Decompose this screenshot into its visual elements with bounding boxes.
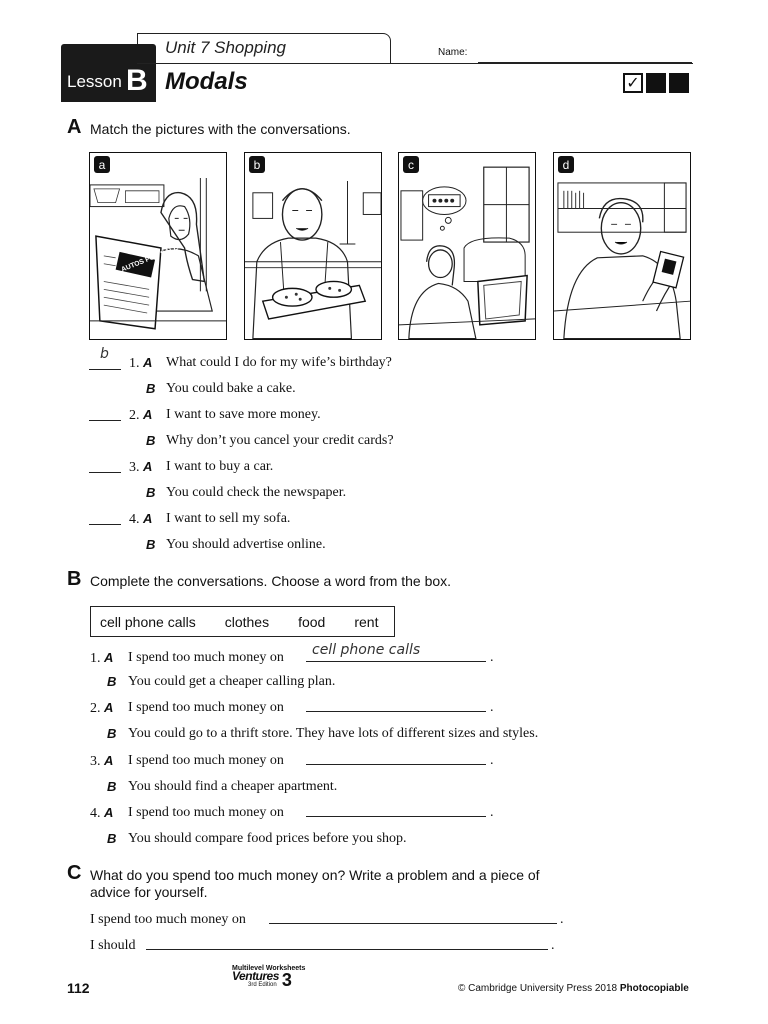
speaker-a-label: A [143,407,153,422]
b-item-question [90,700,113,717]
b-item-question [90,650,113,667]
section-a-instruction: Match the pictures with the conversations. [90,121,351,137]
picture-label: a [94,156,110,173]
level-indicator [623,73,689,93]
speaker-b-label: B [107,779,117,794]
level-box-filled [669,73,689,93]
a-item-answer-text: You could check the newspaper. [166,485,347,500]
picture-label: c [403,156,419,173]
name-label: Name: [438,47,468,58]
handwritten-answer: b [100,346,109,362]
a-item-answer-text: You could bake a cake. [166,381,296,396]
item-number: 4. [90,806,101,821]
photocopiable-label: Photocopiable [619,983,689,994]
b-item-question [90,753,113,770]
c-line-problem: I spend too much money on [90,912,246,927]
level-box-filled [646,73,666,93]
b-item-question-text: I spend too much money on [128,650,284,665]
lesson-title: Modals [165,68,248,95]
picture-label: b [249,156,265,173]
sentence-period: . [560,912,564,927]
speaker-b-label: B [107,726,117,741]
item-number: 2. [90,701,101,716]
series-edition: 3rd Edition [248,982,277,988]
a-item-question [129,459,152,476]
b-item-question-text: I spend too much money on [128,753,284,768]
speaker-a-label: A [104,753,114,768]
fill-in-blank[interactable] [306,816,486,817]
a-item-answer [146,537,155,554]
answer-blank[interactable] [89,369,121,370]
speaker-a-label: A [143,355,153,370]
page-number: 112 [67,980,90,996]
speaker-b-label: B [107,831,117,846]
section-b-instruction: Complete the conversations. Choose a word from the box. [90,573,452,589]
item-number: 1. [90,651,101,666]
answer-blank[interactable] [89,524,121,525]
a-item-question-text: I want to buy a car. [166,459,274,474]
writing-line[interactable] [269,923,557,924]
word-box-item: clothes [224,613,270,630]
picture-a [89,152,227,340]
lesson-letter: B [126,64,148,97]
speaker-b-label: B [107,674,117,689]
speaker-a-label: A [104,650,114,665]
word-box [90,606,395,637]
ventures-logo [232,965,305,988]
b-item-answer [107,779,116,796]
series-label: Multilevel Worksheets [232,965,306,972]
sentence-period: . [490,700,494,715]
speaker-a-label: A [143,511,153,526]
b-item-answer [107,726,116,743]
a-item-answer [146,485,155,502]
picture-b [244,152,382,340]
b-item-question-text: I spend too much money on [128,700,284,715]
picture-c [398,152,536,340]
series-level: 3 [281,970,292,990]
b-item-answer [107,674,116,691]
speaker-b-label: B [146,381,156,396]
level-check-icon: ✓ [623,73,643,93]
speaker-b-label: B [146,433,156,448]
a-item-answer-text: Why don’t you cancel your credit cards? [166,433,394,448]
c-line-advice: I should [90,938,136,953]
section-a-letter: A [67,116,82,138]
word-box-item: cell phone calls [100,613,196,630]
speaker-b-label: B [146,485,156,500]
section-c-instruction-line2: advice for yourself. [90,884,208,900]
picture-d [553,152,691,340]
item-number: 1. [129,356,140,371]
a-item-question-text: I want to save more money. [166,407,321,422]
sentence-period: . [490,805,494,820]
a-item-question [129,355,152,372]
a-item-question [129,407,152,424]
speaker-b-label: B [146,537,156,552]
man-with-credit-card-illustration [554,153,690,339]
a-item-answer [146,433,155,450]
name-field-line[interactable] [478,62,692,63]
fill-in-blank[interactable] [306,711,486,712]
lesson-word: Lesson [67,72,122,91]
b-item-answer-text: You should compare food prices before you shop. [128,831,407,846]
sentence-period: . [490,753,494,768]
man-baking-cakes-illustration [245,153,381,339]
answer-blank[interactable] [89,472,121,473]
b-item-question-text: I spend too much money on [128,805,284,820]
header-rule [137,63,693,64]
speaker-a-label: A [143,459,153,474]
series-name: Ventures [232,969,279,983]
writing-line[interactable] [146,949,548,950]
a-item-answer-text: You should advertise online. [166,537,326,552]
sentence-period: . [551,938,555,953]
section-c-instruction-line1: What do you spend too much money on? Write a problem and a piece of [90,867,540,883]
woman-reading-newspaper-illustration [90,153,226,339]
sentence-period: . [490,650,494,665]
item-number: 3. [129,460,140,475]
woman-at-computer-illustration [399,153,535,339]
a-item-question-text: What could I do for my wife’s birthday? [166,355,392,370]
item-number: 4. [129,512,140,527]
fill-in-blank[interactable] [306,661,486,662]
item-number: 2. [129,408,140,423]
copyright-text: © Cambridge University Press 2018 [458,983,618,994]
item-number: 3. [90,754,101,769]
word-box-item: food [298,613,326,630]
a-item-question-text: I want to sell my sofa. [166,511,291,526]
b-item-answer-text: You should find a cheaper apartment. [128,779,338,794]
fill-in-blank[interactable] [306,764,486,765]
b-item-question [90,805,113,822]
b-item-answer-text: You could go to a thrift store. They have lots of different sizes and styles. [128,726,539,741]
picture-label: d [558,156,574,173]
section-c-letter: C [67,862,82,884]
b-item-answer [107,831,116,848]
handwritten-answer: cell phone calls [312,642,421,658]
answer-blank[interactable] [89,420,121,421]
newspaper-headline: AUTOS FOR SALE [120,244,180,274]
b-item-answer-text: You could get a cheaper calling plan. [128,674,336,689]
unit-title: Unit 7 Shopping [165,38,286,57]
a-item-answer [146,381,155,398]
section-b-letter: B [67,568,82,590]
a-item-question [129,511,152,528]
speaker-a-label: A [104,700,114,715]
speaker-a-label: A [104,805,114,820]
word-box-item: rent [354,613,379,630]
copyright-notice [458,983,689,994]
